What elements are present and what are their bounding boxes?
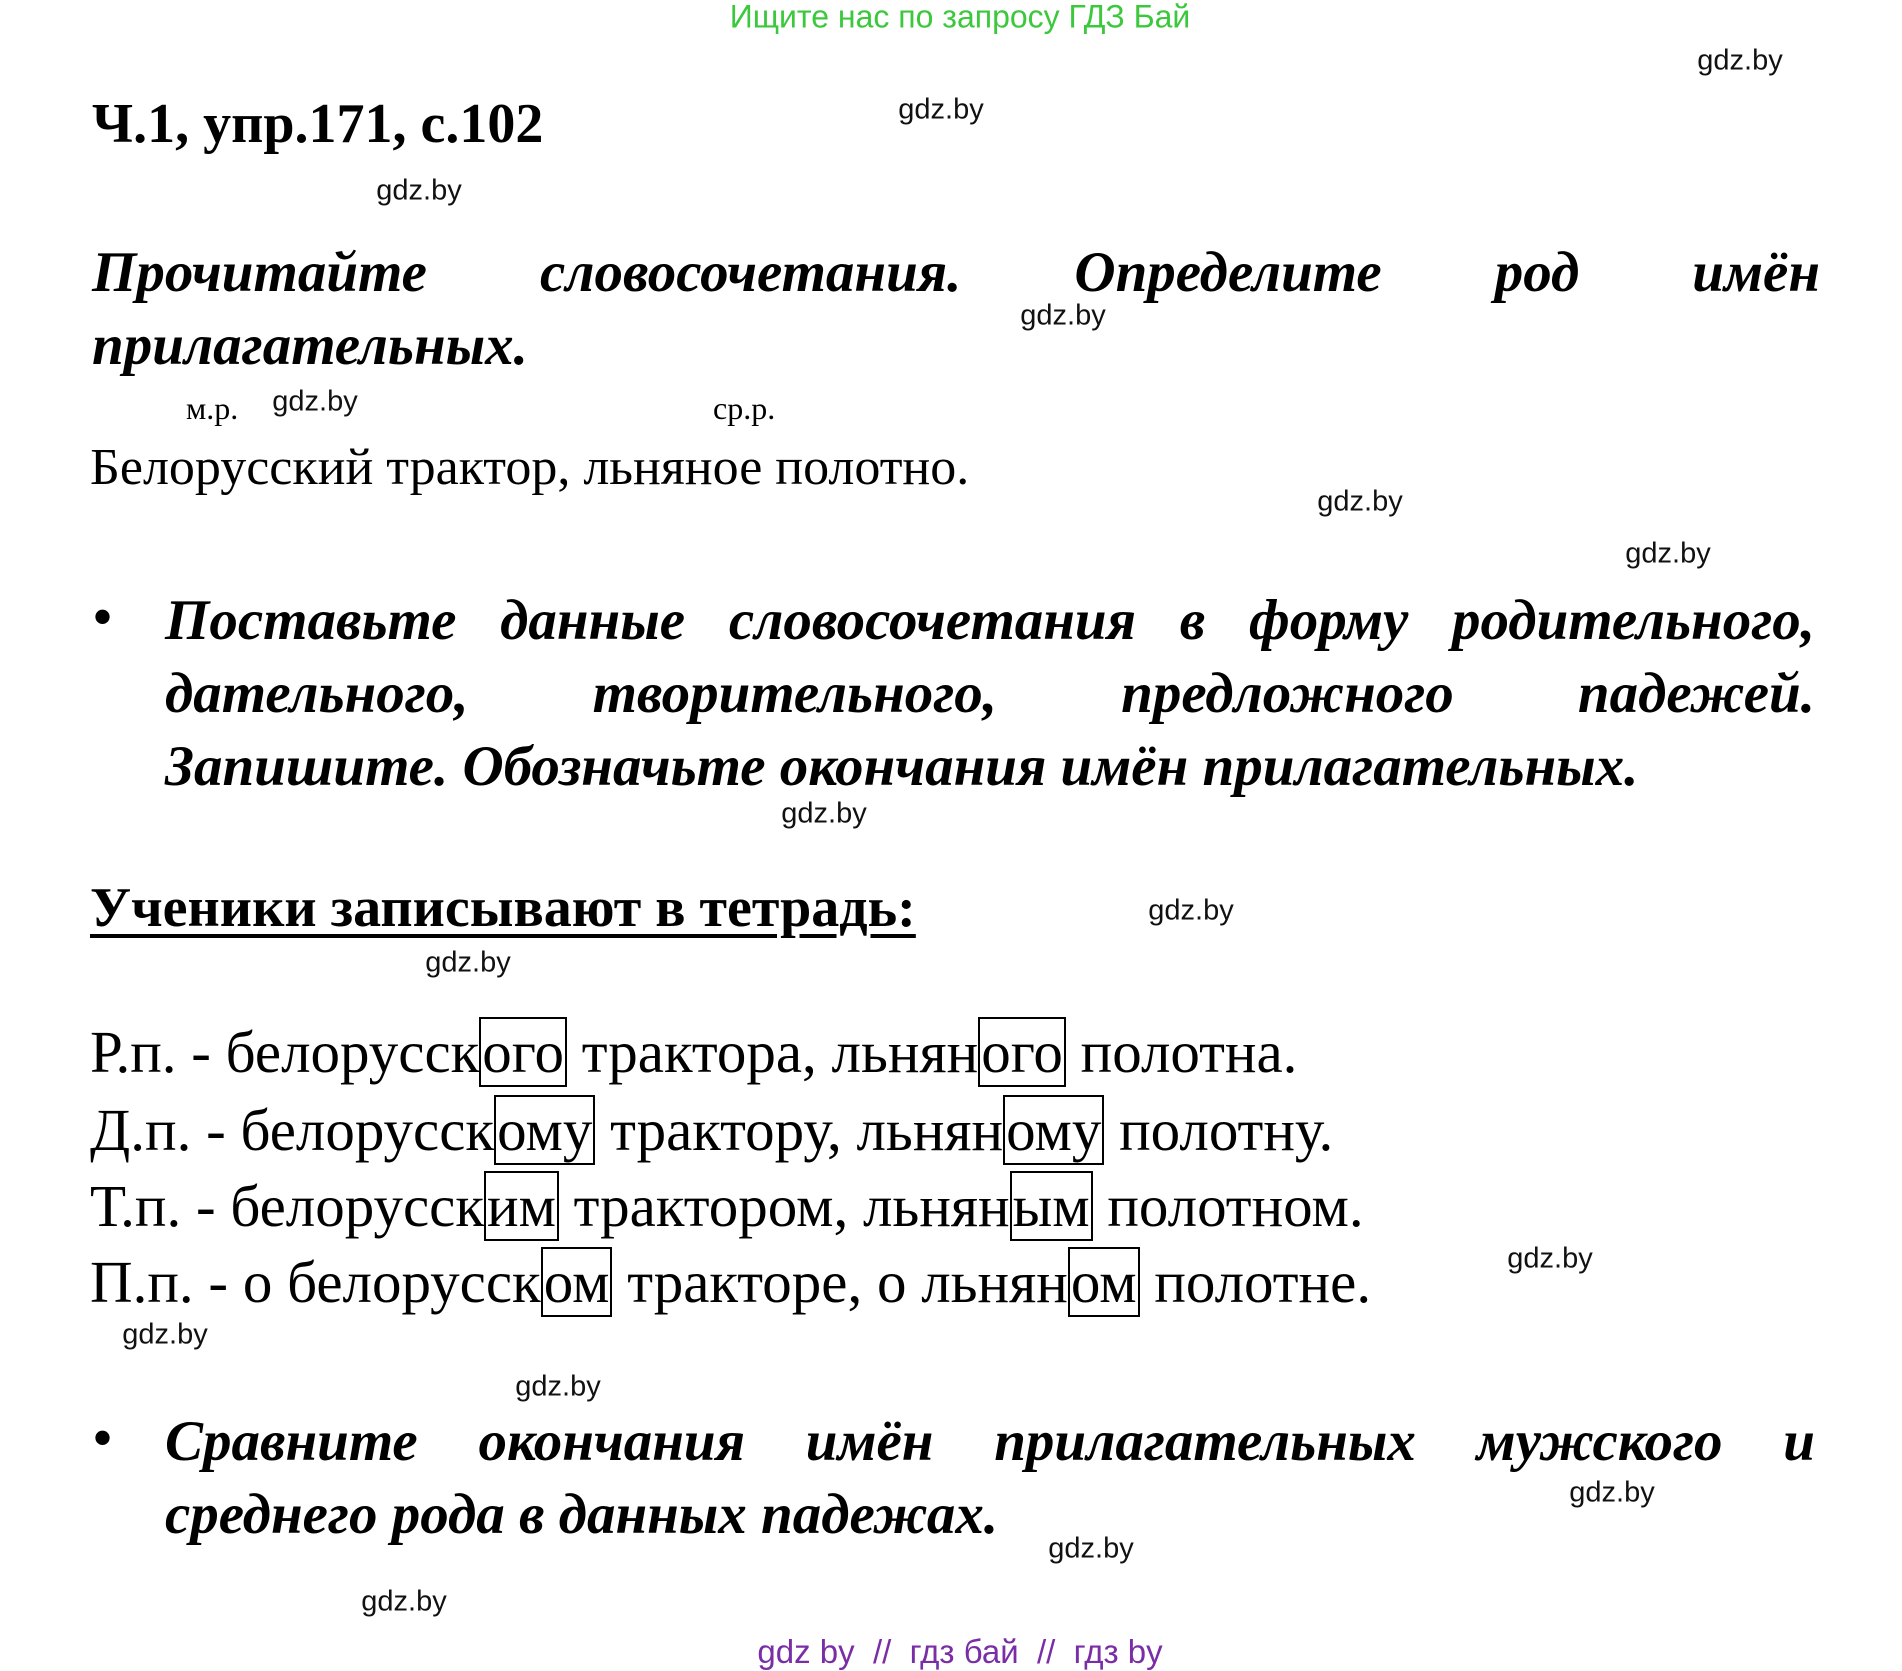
answer-text: трактора, льнян	[567, 1019, 979, 1085]
answer-line	[90, 1096, 1333, 1165]
answer-text: трактору, льнян	[595, 1097, 1004, 1163]
phrase: Белорусский трактор, льняное полотно.	[90, 439, 970, 496]
ending-box: ом	[541, 1247, 613, 1317]
answer-line	[90, 1018, 1297, 1087]
task2-line: дательного, творительного, предложного падежей.	[165, 662, 1815, 725]
task2-line: Поставьте данные словосочетания в форму родительного,	[165, 589, 1815, 652]
footer-links: gdz by // гдз бай // гдз by	[757, 1633, 1163, 1670]
watermark: gdz.by	[361, 1585, 447, 1618]
ending-box: ому	[1003, 1095, 1104, 1165]
answer-text: Р.п. - белорусск	[90, 1019, 480, 1085]
task-instruction-2	[165, 584, 1815, 803]
answer-text: полотном.	[1092, 1173, 1364, 1239]
search-banner: Ищите нас по запросу ГДЗ Бай	[729, 0, 1191, 35]
page-title: Ч.1, упр.171, с.102	[92, 93, 544, 155]
watermark: gdz.by	[1569, 1476, 1655, 1509]
gender-label-masc: м.р.	[186, 390, 239, 426]
watermark: gdz.by	[376, 174, 462, 207]
watermark: gdz.by	[1148, 894, 1234, 927]
ending-box: ого	[479, 1017, 567, 1087]
task-instruction-3	[165, 1405, 1815, 1551]
answer-text: полотна.	[1065, 1019, 1298, 1085]
task3-line: Сравните окончания имён прилагательных мужского и	[165, 1410, 1815, 1473]
task1-line: прилагательных.	[92, 314, 528, 377]
answer-text: полотну.	[1104, 1097, 1334, 1163]
watermark: gdz.by	[781, 797, 867, 830]
answer-heading: Ученики записывают в тетрадь:	[90, 877, 916, 939]
watermark: gdz.by	[1507, 1242, 1593, 1275]
watermark: gdz.by	[1048, 1532, 1134, 1565]
watermark: gdz.by	[515, 1370, 601, 1403]
watermark: gdz.by	[272, 385, 358, 418]
task-instruction-1	[92, 236, 1820, 382]
watermark: gdz.by	[122, 1318, 208, 1351]
answer-text: П.п. - о белорусск	[90, 1249, 541, 1315]
answer-text: трактором, льнян	[558, 1173, 1010, 1239]
answer-line	[90, 1172, 1364, 1241]
answer-text: Т.п. - белорусск	[90, 1173, 484, 1239]
ending-box: ого	[978, 1017, 1066, 1087]
task1-line: Прочитайте словосочетания. Определите род имён	[92, 241, 1820, 304]
bullet: •	[92, 584, 114, 650]
ending-box: им	[484, 1171, 559, 1241]
watermark: gdz.by	[1020, 299, 1106, 332]
ending-box: ом	[1068, 1247, 1140, 1317]
ending-box: ым	[1010, 1171, 1093, 1241]
watermark: gdz.by	[898, 93, 984, 126]
bullet: •	[92, 1405, 114, 1471]
task2-line: Запишите. Обозначьте окончания имён прилагательных.	[165, 735, 1639, 798]
watermark: gdz.by	[1317, 485, 1403, 518]
answer-text: полотне.	[1139, 1249, 1372, 1315]
answer-text: тракторе, о льнян	[612, 1249, 1068, 1315]
answer-text: Д.п. - белорусск	[90, 1097, 495, 1163]
answer-line	[90, 1248, 1371, 1317]
watermark: gdz.by	[425, 946, 511, 979]
task3-line: среднего рода в данных падежах.	[165, 1483, 999, 1546]
gender-label-neut: ср.р.	[713, 390, 776, 426]
ending-box: ому	[494, 1095, 595, 1165]
watermark: gdz.by	[1697, 44, 1783, 77]
watermark: gdz.by	[1625, 537, 1711, 570]
